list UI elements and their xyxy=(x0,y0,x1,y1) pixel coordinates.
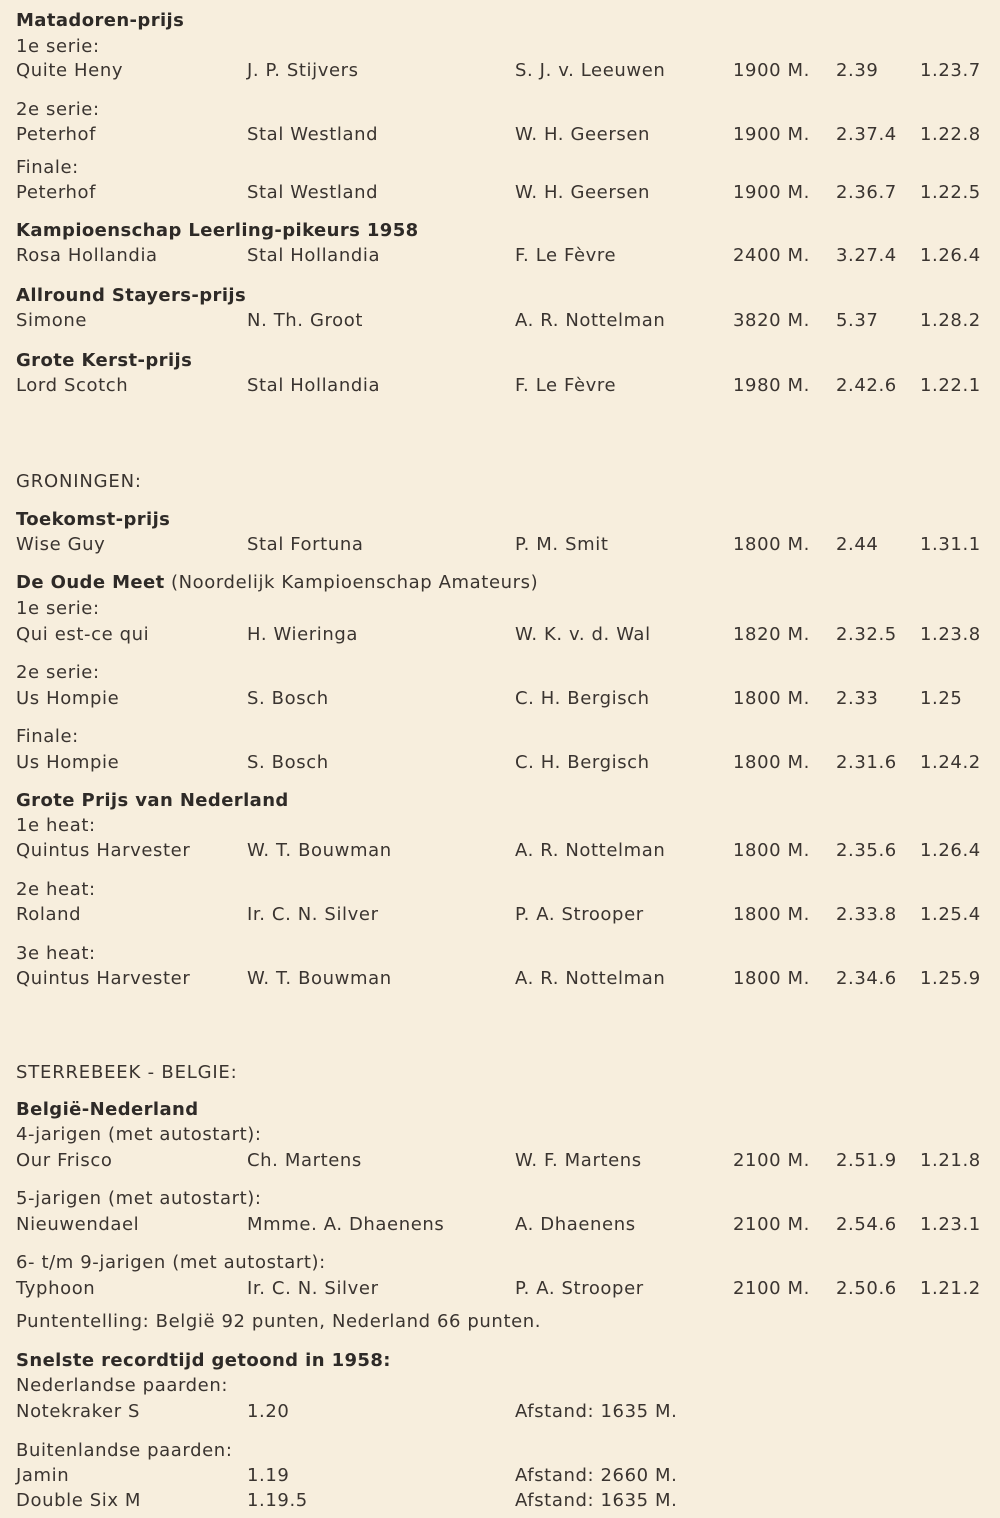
driver-name: S. J. v. Leeuwen xyxy=(515,60,666,81)
sub-label xyxy=(0,97,1000,123)
owner-name: H. Wieringa xyxy=(247,624,359,645)
horse-name: Quite Heny xyxy=(16,60,124,81)
race-subtitle: (Noordelijk Kampioenschap Amateurs) xyxy=(170,572,539,593)
result-row xyxy=(0,373,1000,399)
sub-label xyxy=(0,1438,1000,1464)
race-time: 2.36.7 xyxy=(836,182,897,203)
race-time: 5.37 xyxy=(836,310,879,331)
race-time: 3.27.4 xyxy=(836,245,897,266)
record-distance: Afstand: 1635 M. xyxy=(515,1490,678,1511)
distance: 1800 M. xyxy=(733,534,810,555)
km-time: 1.28.2 xyxy=(920,310,981,331)
result-row xyxy=(0,243,1000,269)
driver-name: A. R. Nottelman xyxy=(515,968,666,989)
result-row xyxy=(0,1212,1000,1238)
km-time: 1.23.8 xyxy=(920,624,981,645)
section-heading xyxy=(0,570,1000,596)
km-time: 1.26.4 xyxy=(920,840,981,861)
finale-label: Finale: xyxy=(16,726,79,747)
result-row xyxy=(0,686,1000,712)
driver-name: W. H. Geersen xyxy=(515,182,650,203)
race-title: Grote Kerst-prijs xyxy=(16,350,193,371)
race-title: België-Nederland xyxy=(16,1099,199,1120)
horse-name: Roland xyxy=(16,904,82,925)
race-title: De Oude Meet xyxy=(16,572,165,593)
serie-label: 1e serie: xyxy=(16,36,100,57)
heat-label: 1e heat: xyxy=(16,815,96,836)
race-time: 2.33 xyxy=(836,688,879,709)
owner-name: Ch. Martens xyxy=(247,1150,362,1171)
sub-label xyxy=(0,724,1000,750)
horse-name: Peterhof xyxy=(16,124,97,145)
distance: 1900 M. xyxy=(733,124,810,145)
distance: 1800 M. xyxy=(733,968,810,989)
race-title: Matadoren-prijs xyxy=(16,10,185,31)
horse-name: Qui est-ce qui xyxy=(16,624,150,645)
race-title: Allround Stayers-prijs xyxy=(16,285,247,306)
driver-name: F. Le Fèvre xyxy=(515,375,617,396)
sub-label xyxy=(0,155,1000,181)
distance: 2100 M. xyxy=(733,1278,810,1299)
records-title: Snelste recordtijd getoond in 1958: xyxy=(16,1350,391,1371)
owner-name: S. Bosch xyxy=(247,752,329,773)
driver-name: P. A. Strooper xyxy=(515,904,644,925)
horse-name: Jamin xyxy=(16,1465,70,1486)
km-time: 1.26.4 xyxy=(920,245,981,266)
km-time: 1.24.2 xyxy=(920,752,981,773)
distance: 2400 M. xyxy=(733,245,810,266)
sub-label xyxy=(0,877,1000,903)
result-row xyxy=(0,622,1000,648)
result-row xyxy=(0,308,1000,334)
km-time: 1.23.7 xyxy=(920,60,981,81)
owner-name: Stal Hollandia xyxy=(247,375,381,396)
section-heading xyxy=(0,1097,1000,1123)
race-time: 2.54.6 xyxy=(836,1214,897,1235)
sub-label xyxy=(0,813,1000,839)
horse-name: Our Frisco xyxy=(16,1150,113,1171)
finale-label: Finale: xyxy=(16,157,79,178)
record-time: 1.19 xyxy=(247,1465,290,1486)
km-time: 1.25.4 xyxy=(920,904,981,925)
horse-name: Quintus Harvester xyxy=(16,840,191,861)
driver-name: W. H. Geersen xyxy=(515,124,650,145)
owner-name: Stal Fortuna xyxy=(247,534,364,555)
record-row xyxy=(0,1399,1000,1425)
result-row xyxy=(0,58,1000,84)
distance: 1800 M. xyxy=(733,904,810,925)
driver-name: A. Dhaenens xyxy=(515,1214,636,1235)
horse-name: Us Hompie xyxy=(16,688,120,709)
horse-name: Wise Guy xyxy=(16,534,106,555)
race-time: 2.51.9 xyxy=(836,1150,897,1171)
distance: 1800 M. xyxy=(733,840,810,861)
driver-name: W. K. v. d. Wal xyxy=(515,624,651,645)
horse-name: Notekraker S xyxy=(16,1401,141,1422)
km-time: 1.22.8 xyxy=(920,124,981,145)
section-heading xyxy=(0,218,1000,244)
category-label: Nederlandse paarden: xyxy=(16,1375,229,1396)
km-time: 1.21.2 xyxy=(920,1278,981,1299)
distance: 2100 M. xyxy=(733,1150,810,1171)
driver-name: F. Le Fèvre xyxy=(515,245,617,266)
owner-name: Stal Westland xyxy=(247,182,379,203)
race-time: 2.37.4 xyxy=(836,124,897,145)
serie-label: 1e serie: xyxy=(16,598,100,619)
race-time: 2.33.8 xyxy=(836,904,897,925)
horse-name: Peterhof xyxy=(16,182,97,203)
serie-label: 2e serie: xyxy=(16,662,100,683)
section-heading xyxy=(0,283,1000,309)
horse-name: Lord Scotch xyxy=(16,375,129,396)
result-row xyxy=(0,180,1000,206)
race-time: 2.35.6 xyxy=(836,840,897,861)
sub-label xyxy=(0,1373,1000,1399)
distance: 1800 M. xyxy=(733,688,810,709)
owner-name: Stal Westland xyxy=(247,124,379,145)
owner-name: N. Th. Groot xyxy=(247,310,363,331)
region-heading xyxy=(0,469,1000,495)
sub-label xyxy=(0,941,1000,967)
distance: 3820 M. xyxy=(733,310,810,331)
section-heading xyxy=(0,507,1000,533)
heat-label: 3e heat: xyxy=(16,943,96,964)
sub-label xyxy=(0,596,1000,622)
record-time: 1.19.5 xyxy=(247,1490,308,1511)
result-row xyxy=(0,902,1000,928)
km-time: 1.21.8 xyxy=(920,1150,981,1171)
result-row xyxy=(0,838,1000,864)
result-row xyxy=(0,1148,1000,1174)
horse-name: Double Six M xyxy=(16,1490,142,1511)
record-time: 1.20 xyxy=(247,1401,290,1422)
km-time: 1.22.5 xyxy=(920,182,981,203)
sub-label xyxy=(0,660,1000,686)
distance: 1800 M. xyxy=(733,752,810,773)
race-title: Grote Prijs van Nederland xyxy=(16,790,289,811)
driver-name: W. F. Martens xyxy=(515,1150,642,1171)
distance: 1980 M. xyxy=(733,375,810,396)
distance: 2100 M. xyxy=(733,1214,810,1235)
driver-name: C. H. Bergisch xyxy=(515,688,650,709)
sub-label xyxy=(0,1122,1000,1148)
section-heading xyxy=(0,1348,1000,1374)
race-time: 2.42.6 xyxy=(836,375,897,396)
region-heading xyxy=(0,1060,1000,1086)
horse-name: Rosa Hollandia xyxy=(16,245,158,266)
age-group-label: 6- t/m 9-jarigen (met autostart): xyxy=(16,1252,326,1273)
horse-name: Typhoon xyxy=(16,1278,96,1299)
owner-name: J. P. Stijvers xyxy=(247,60,359,81)
owner-name: Ir. C. N. Silver xyxy=(247,904,379,925)
km-time: 1.31.1 xyxy=(920,534,981,555)
record-row xyxy=(0,1463,1000,1489)
race-time: 2.34.6 xyxy=(836,968,897,989)
km-time: 1.25.9 xyxy=(920,968,981,989)
horse-name: Us Hompie xyxy=(16,752,120,773)
km-time: 1.25 xyxy=(920,688,963,709)
result-row xyxy=(0,122,1000,148)
race-time: 2.39 xyxy=(836,60,879,81)
distance: 1900 M. xyxy=(733,60,810,81)
km-time: 1.23.1 xyxy=(920,1214,981,1235)
km-time: 1.22.1 xyxy=(920,375,981,396)
result-row xyxy=(0,532,1000,558)
result-row xyxy=(0,750,1000,776)
horse-name: Quintus Harvester xyxy=(16,968,191,989)
sub-label xyxy=(0,34,1000,60)
record-row xyxy=(0,1488,1000,1514)
distance: 1820 M. xyxy=(733,624,810,645)
result-row xyxy=(0,1276,1000,1302)
race-time: 2.32.5 xyxy=(836,624,897,645)
sub-label xyxy=(0,1186,1000,1212)
race-title: Kampioenschap Leerling-pikeurs 1958 xyxy=(16,220,419,241)
race-time: 2.50.6 xyxy=(836,1278,897,1299)
owner-name: Ir. C. N. Silver xyxy=(247,1278,379,1299)
sub-label xyxy=(0,1250,1000,1276)
race-time: 2.44 xyxy=(836,534,879,555)
race-time: 2.31.6 xyxy=(836,752,897,773)
horse-name: Simone xyxy=(16,310,88,331)
driver-name: A. R. Nottelman xyxy=(515,310,666,331)
score-line xyxy=(0,1309,1000,1335)
section-heading xyxy=(0,788,1000,814)
race-title: Toekomst-prijs xyxy=(16,509,171,530)
heat-label: 2e heat: xyxy=(16,879,96,900)
driver-name: A. R. Nottelman xyxy=(515,840,666,861)
distance: 1900 M. xyxy=(733,182,810,203)
owner-name: W. T. Bouwman xyxy=(247,968,392,989)
result-row xyxy=(0,966,1000,992)
owner-name: S. Bosch xyxy=(247,688,329,709)
serie-label: 2e serie: xyxy=(16,99,100,120)
record-distance: Afstand: 1635 M. xyxy=(515,1401,678,1422)
section-heading xyxy=(0,8,1000,34)
section-heading xyxy=(0,348,1000,374)
owner-name: W. T. Bouwman xyxy=(247,840,392,861)
category-label: Buitenlandse paarden: xyxy=(16,1440,233,1461)
horse-name: Nieuwendael xyxy=(16,1214,140,1235)
score-text: Puntentelling: België 92 punten, Nederland 66 punten. xyxy=(16,1311,542,1332)
driver-name: P. M. Smit xyxy=(515,534,609,555)
race-title-line xyxy=(16,570,538,596)
driver-name: C. H. Bergisch xyxy=(515,752,650,773)
region-title: GRONINGEN: xyxy=(16,471,142,492)
region-title: STERREBEEK - BELGIE: xyxy=(16,1062,238,1083)
record-distance: Afstand: 2660 M. xyxy=(515,1465,678,1486)
age-group-label: 5-jarigen (met autostart): xyxy=(16,1188,262,1209)
owner-name: Stal Hollandia xyxy=(247,245,381,266)
age-group-label: 4-jarigen (met autostart): xyxy=(16,1124,262,1145)
driver-name: P. A. Strooper xyxy=(515,1278,644,1299)
owner-name: Mmme. A. Dhaenens xyxy=(247,1214,445,1235)
